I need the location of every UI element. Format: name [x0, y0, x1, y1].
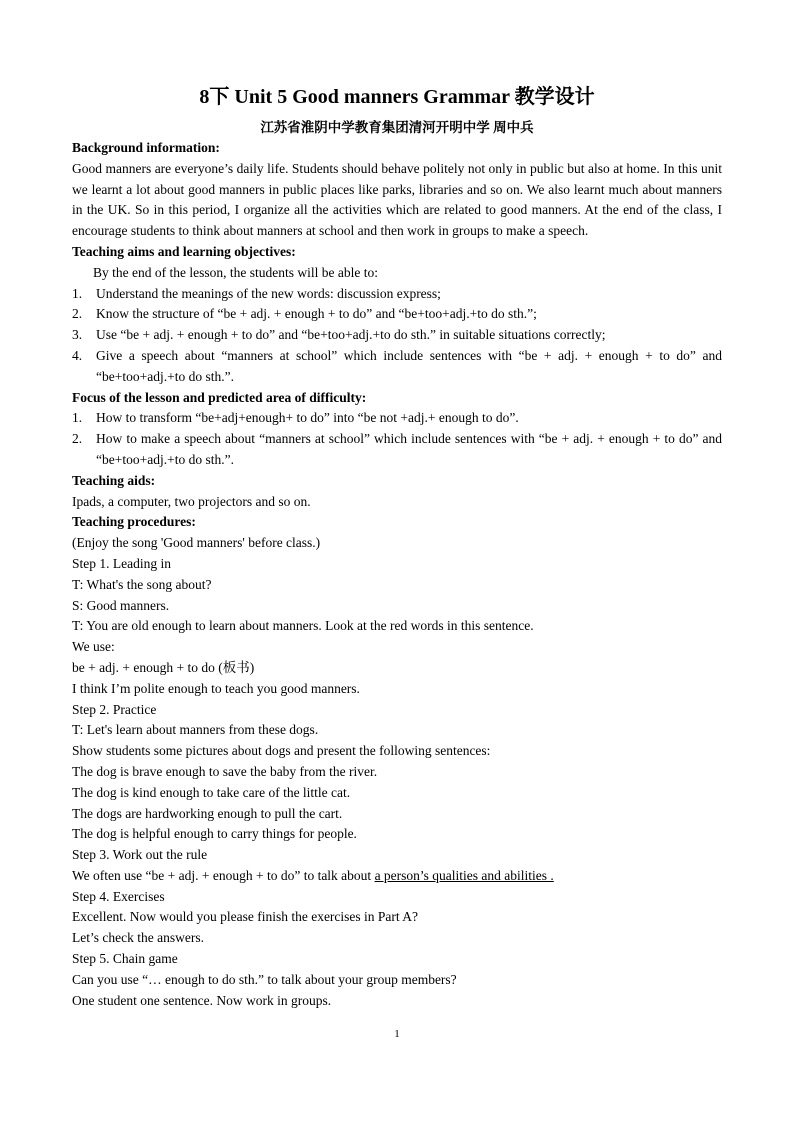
aids-heading: Teaching aids: — [72, 472, 156, 488]
aims-list — [72, 284, 722, 388]
procedure-line: Step 5. Chain game — [72, 951, 178, 967]
procedure-line: (Enjoy the song 'Good manners' before class.) — [72, 535, 321, 551]
list-item-text: Know the structure of “be + adj. + enough + to do” and “be+too+adj.+to do sth.”; — [96, 306, 537, 322]
list-item — [72, 304, 722, 325]
list-item-number: 3. — [72, 327, 83, 343]
procedure-line: T: Let's learn about manners from these dogs. — [72, 722, 319, 738]
procedure-line: The dogs are hardworking enough to pull the cart. — [72, 805, 343, 821]
focus-heading: Focus of the lesson and predicted area of difficulty: — [72, 389, 367, 405]
procedure-line: be + adj. + enough + to do (板书) — [72, 659, 255, 675]
list-item-number: 1. — [72, 285, 83, 301]
procedures-lines-a — [72, 533, 722, 866]
background-heading: Background information: — [72, 140, 220, 155]
list-item-number: 2. — [72, 306, 83, 322]
rule-underlined: a person’s qualities and abilities . — [374, 867, 554, 883]
procedure-line: The dog is kind enough to take care of the little cat. — [72, 784, 351, 800]
procedure-line: S: Good manners. — [72, 597, 170, 613]
list-item-text: Give a speech about “manners at school” which include sentences with “be + adj. + enough + to do” and “be+too+adj.+to do sth.”. — [96, 347, 722, 384]
procedure-line: The dog is brave enough to save the baby from the river. — [72, 763, 378, 779]
procedures-heading: Teaching procedures: — [72, 514, 196, 530]
page-number: 1 — [394, 1028, 400, 1040]
document-title: 8下 Unit 5 Good manners Grammar 教学设计 — [199, 86, 595, 108]
procedure-line: Step 4. Exercises — [72, 888, 165, 904]
aids-text: Ipads, a computer, two projectors and so on. — [72, 493, 311, 509]
list-item — [72, 346, 722, 388]
aims-heading: Teaching aims and learning objectives: — [72, 243, 296, 259]
list-item-number: 1. — [72, 410, 83, 426]
procedure-line: Excellent. Now would you please finish the exercises in Part A? — [72, 909, 419, 925]
rule-prefix: We often use “be + adj. + enough + to do” to talk about — [72, 867, 375, 883]
procedure-line: Let’s check the answers. — [72, 930, 204, 946]
procedure-line: T: What's the song about? — [72, 576, 212, 592]
background-text: Good manners are everyone’s daily life. Students should behave politely not only in public but also at home. In this unit we learnt a lot about good manners in public places like parks, libraries and so on. We also learnt much about manners in the UK. So in this period, I organize all the activities which are related to good manners. At the end of the class, I encourage students to think about manners at school and then work in groups to make a speech. — [72, 160, 722, 239]
procedure-line: T: You are old enough to learn about manners. Look at the red words in this sentence. — [72, 618, 534, 634]
focus-list — [72, 408, 722, 470]
procedure-line: The dog is helpful enough to carry things for people. — [72, 826, 357, 842]
procedure-line: Step 3. Work out the rule — [72, 847, 208, 863]
procedure-line: Can you use “… enough to do sth.” to talk about your group members? — [72, 971, 457, 987]
list-item-number: 2. — [72, 431, 83, 447]
rule-line — [72, 866, 722, 887]
list-item-text: Understand the meanings of the new words: discussion express; — [96, 285, 441, 301]
procedure-line: One student one sentence. Now work in groups. — [72, 992, 332, 1008]
procedure-line: Step 2. Practice — [72, 701, 157, 717]
list-item — [72, 325, 722, 346]
procedure-line: Step 1. Leading in — [72, 555, 171, 571]
list-item — [72, 408, 722, 429]
list-item-text: How to make a speech about “manners at school” which include sentences with “be + adj. + enough + to do” and “be+too+adj.+to do sth.”. — [96, 431, 722, 467]
list-item-number: 4. — [72, 347, 83, 363]
author-line: 江苏省淮阴中学教育集团清河开明中学 周中兵 — [260, 120, 534, 135]
list-item — [72, 429, 722, 471]
list-item-text: Use “be + adj. + enough + to do” and “be+too+adj.+to do sth.” in suitable situations correctly; — [96, 327, 606, 343]
document-page — [72, 84, 722, 1011]
aims-intro: By the end of the lesson, the students will be able to: — [93, 264, 378, 280]
procedures-lines-b — [72, 887, 722, 1012]
list-item-text: How to transform “be+adj+enough+ to do” into “be not +adj.+ enough to do”. — [96, 410, 519, 426]
procedure-line: Show students some pictures about dogs and present the following sentences: — [72, 743, 491, 759]
procedure-line: I think I’m polite enough to teach you good manners. — [72, 680, 360, 696]
procedure-line: We use: — [72, 639, 115, 655]
list-item — [72, 284, 722, 305]
